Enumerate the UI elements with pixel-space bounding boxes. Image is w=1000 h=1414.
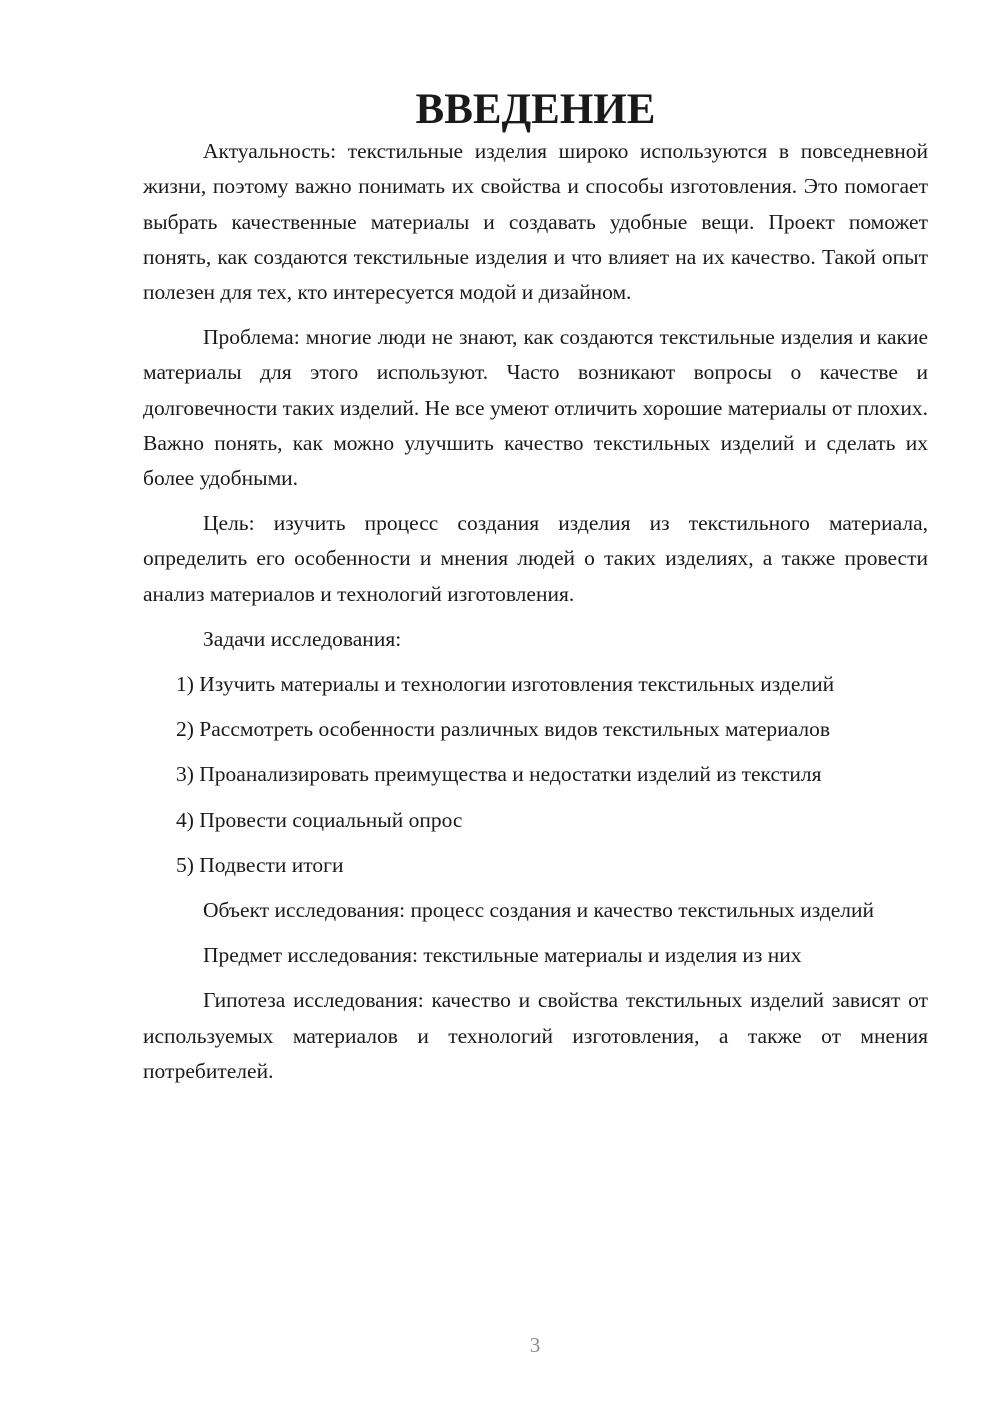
goal-paragraph: Цель: изучить процесс создания изделия из текстильного материала, определить его особенности и мнения людей о таких изделиях, а также провести анализ материалов и технологий изготовления. [143,511,928,606]
hypothesis-paragraph: Гипотеза исследования: качество и свойства текстильных изделий зависят от используемых материалов и технологий изготовления, а также от мнения потребителей. [143,988,928,1083]
section-heading: ВВЕДЕНИЕ [415,86,656,133]
task-item: 2) Рассмотреть особенности различных видов текстильных материалов [176,717,831,742]
task-item: 5) Подвести итоги [176,852,344,877]
task-item: 4) Провести социальный опрос [176,807,463,832]
relevance-paragraph: Актуальность: текстильные изделия широко используются в повседневной жизни, поэтому важно понимать их свойства и способы изготовления. Это помогает выбрать качественные материалы и создавать удобные вещи. Проект поможет понять, как создаются текстильные изделия и что влияет на их качество. Такой опыт полезен для тех, кто интересуется модой и дизайном. [143,139,928,305]
page-content [143,86,928,1099]
page-number: 3 [529,1333,541,1357]
task-item: 3) Проанализировать преимущества и недостатки изделий из текстиля [176,762,822,787]
task-item: 1) Изучить материалы и технологии изготовления текстильных изделий [176,672,835,697]
problem-paragraph: Проблема: многие люди не знают, как создаются текстильные изделия и какие материалы для этого используют. Часто возникают вопросы о качестве и долговечности таких изделий. Не все умеют отличить хорошие материалы от плохих. Важно понять, как можно улучшить качество текстильных изделий и сделать их более удобными. [143,325,928,491]
tasks-list [143,667,928,883]
subject-paragraph: Предмет исследования: текстильные материалы и изделия из них [203,943,802,968]
object-paragraph: Объект исследования: процесс создания и качество текстильных изделий [203,898,875,923]
tasks-heading: Задачи исследования: [203,626,402,651]
